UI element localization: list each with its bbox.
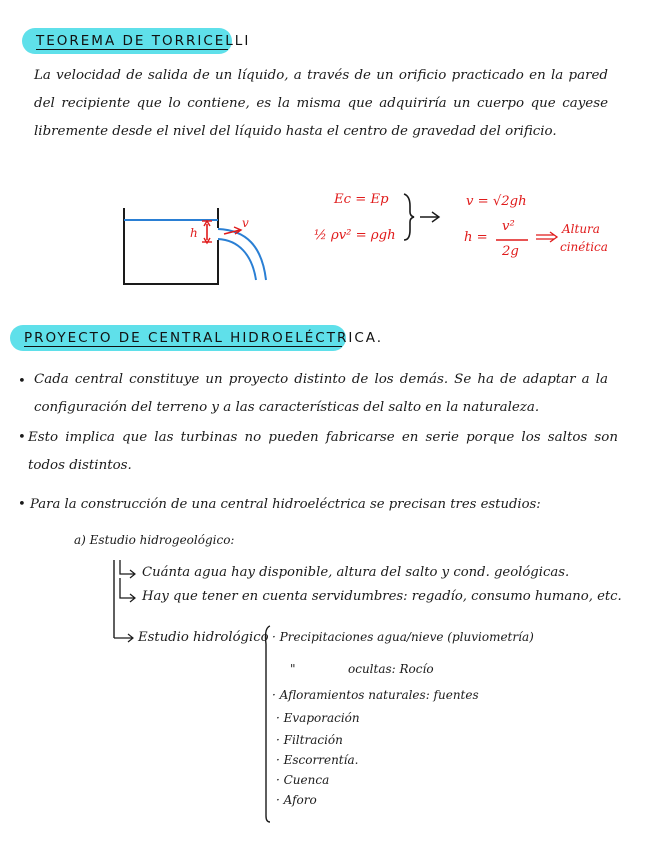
formula-energy: ½ ρv² = ρgh — [314, 228, 396, 243]
hydro-item-8: · Aforo — [276, 793, 317, 807]
bullet-3: Para la construcción de una central hidroeléctrica se precisan tres estudios: — [30, 497, 541, 512]
bullet-1: Cada central constituye un proyecto distinto de los demás. Se ha de adaptar a la configuración del terreno y a las características del salto en la naturaleza. — [34, 372, 608, 415]
fraction-denominator: 2g — [502, 244, 519, 259]
hydro-item-6: · Escorrentía. — [276, 753, 359, 767]
section-title-central: PROYECTO DE CENTRAL HIDROELÉCTRICA. — [10, 325, 346, 351]
section-title-torricelli: TEOREMA DE TORRICELLI — [22, 28, 232, 54]
hydro-item-1: · Precipitaciones agua/nieve (pluviometría) — [272, 630, 534, 644]
brace-arrow — [398, 192, 444, 242]
hydro-item-5: · Filtración — [276, 733, 343, 747]
hydro-item-2: ocultas: Rocío — [348, 662, 434, 676]
velocity-label: v — [242, 216, 249, 230]
formula-v: v = √2gh — [466, 194, 527, 209]
hydro-ditto: " — [290, 662, 296, 676]
bullet-dot-2: • — [18, 430, 26, 445]
hydro-item-3: · Afloramientos naturales: fuentes — [272, 688, 479, 702]
study-a-label: a) Estudio hidrogeológico: — [74, 533, 235, 547]
formula-h-lhs: h = — [464, 230, 488, 245]
bullet-dot-3: • — [18, 497, 26, 512]
hydro-item-7: · Cuenca — [276, 773, 330, 787]
bullet-2: Esto implica que las turbinas no pueden fabricarse en serie porque los saltos son todos distintos. — [28, 430, 618, 473]
altura-label: Altura — [562, 222, 600, 236]
bullet-dot-1: • — [18, 374, 26, 389]
hydro-item-4: · Evaporación — [276, 711, 360, 725]
hydrologic-bracket — [260, 624, 274, 824]
torricelli-paragraph: La velocidad de salida de un líquido, a través de un orificio practicado en la pared del recipiente que lo contiene, es la misma que adquiriría un cuerpo que cayese libremente desde el nivel del líquido hasta el centro de gravedad del orificio. — [34, 68, 608, 139]
formula-ec-ep: Ec = Ep — [334, 192, 389, 207]
height-label: h — [190, 226, 198, 240]
fraction-numerator: v² — [502, 219, 515, 234]
title-underline — [36, 49, 228, 50]
tank-diagram — [116, 206, 286, 286]
cinetica-label: cinética — [560, 240, 608, 254]
hydrologic-label: Estudio hidrológico — [138, 630, 269, 645]
study-a-item-2: Hay que tener en cuenta servidumbres: regadío, consumo humano, etc. — [142, 589, 622, 604]
fraction-bar — [496, 238, 528, 242]
study-a-item-1: Cuánta agua hay disponible, altura del salto y cond. geológicas. — [142, 565, 570, 580]
title-underline-2 — [24, 346, 342, 347]
implies-arrow — [534, 230, 560, 244]
